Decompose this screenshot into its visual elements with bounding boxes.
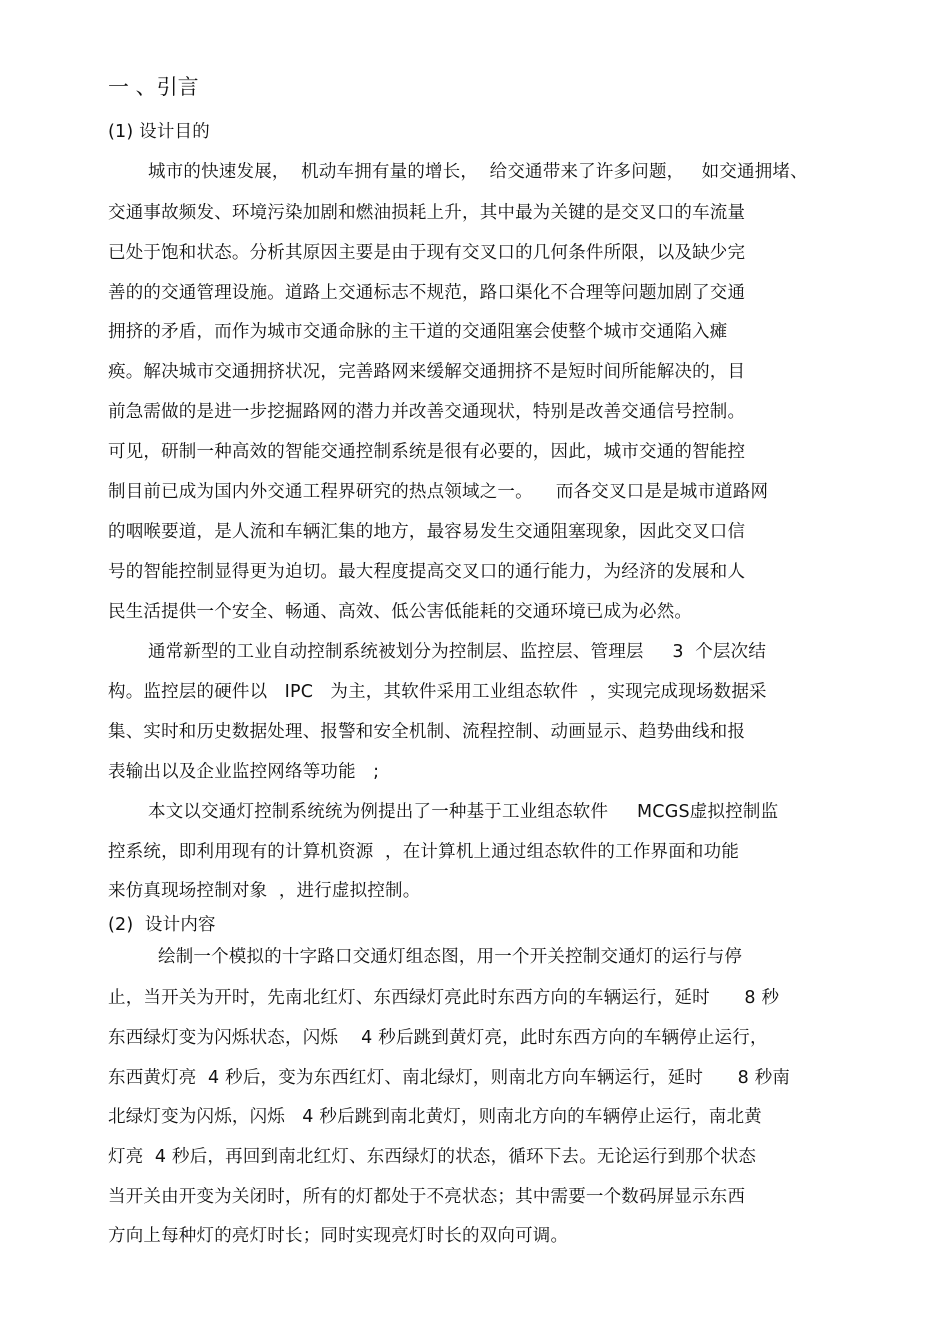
para4-line: 灯亮 4 秒后，再回到南北红灯、东西绿灯的状态，循环下去。无论运行到那个状态 xyxy=(108,1147,757,1167)
para4-line: 北绿灯变为闪烁，闪烁 4 秒后跳到南北黄灯，则南北方向的车辆停止运行，南北黄 xyxy=(108,1107,762,1127)
para1-line: 可见，研制一种高效的智能交通控制系统是很有必要的，因此，城市交通的智能控 xyxy=(108,442,746,462)
para1-line: 城市的快速发展， 机动车拥有量的增长， 给交通带来了许多问题， 如交通拥堵、 xyxy=(148,162,808,182)
para1-line: 痪。解决城市交通拥挤状况，完善路网来缓解交通拥挤不是短时间所能解决的，目 xyxy=(108,362,746,382)
para1-line: 号的智能控制显得更为迫切。最大程度提高交叉口的通行能力，为经济的发展和人 xyxy=(108,562,746,582)
para4-line: 绘制一个模拟的十字路口交通灯组态图，用一个开关控制交通灯的运行与停 xyxy=(158,947,743,967)
para3-line: 本文以交通灯控制系统统为例提出了一种基于工业组态软件 MCGS虚拟控制监 xyxy=(148,802,779,822)
para1-line: 的咽喉要道，是人流和车辆汇集的地方，最容易发生交通阻塞现象，因此交叉口信 xyxy=(108,522,746,542)
para4-line: 止，当开关为开时，先南北红灯、东西绿灯亮此时东西方向的车辆运行，延时 8 秒 xyxy=(108,988,780,1008)
subsection-title-content: (2) 设计内容 xyxy=(108,915,216,935)
section-heading: 一 、引言 xyxy=(108,75,199,99)
para3-line: 来仿真现场控制对象 ，进行虚拟控制。 xyxy=(108,881,421,901)
para1-line: 已处于饱和状态。分析其原因主要是由于现有交叉口的几何条件所限，以及缺少完 xyxy=(108,243,746,263)
para1-line: 前急需做的是进一步挖掘路网的潜力并改善交通现状，特别是改善交通信号控制。 xyxy=(108,402,746,422)
subsection-title-purpose: (1) 设计目的 xyxy=(108,122,210,142)
para2-line: 通常新型的工业自动控制系统被划分为控制层、监控层、管理层 3 个层次结 xyxy=(148,642,767,662)
para4-line: 东西黄灯亮 4 秒后，变为东西红灯、南北绿灯，则南北方向车辆运行，延时 8 秒南 xyxy=(108,1068,791,1088)
para1-line: 交通事故频发、环境污染加剧和燃油损耗上升，其中最为关键的是交叉口的车流量 xyxy=(108,203,746,223)
para4-line: 东西绿灯变为闪烁状态，闪烁 4 秒后跳到黄灯亮，此时东西方向的车辆停止运行， xyxy=(108,1028,768,1048)
para4-line: 方向上每种灯的亮灯时长；同时实现亮灯时长的双向可调。 xyxy=(108,1226,569,1246)
para1-line: 善的的交通管理设施。道路上交通标志不规范，路口渠化不合理等问题加剧了交通 xyxy=(108,283,746,303)
para1-line: 拥挤的矛盾，而作为城市交通命脉的主干道的交通阻塞会使整个城市交通陷入瘫 xyxy=(108,322,728,342)
para2-line: 集、实时和历史数据处理、报警和安全机制、流程控制、动画显示、趋势曲线和报 xyxy=(108,722,746,742)
para2-line: 构。监控层的硬件以 IPC 为主，其软件采用工业组态软件 ，实现完成现场数据采 xyxy=(108,682,767,702)
para3-line: 控系统，即利用现有的计算机资源 ，在计算机上通过组态软件的工作界面和功能 xyxy=(108,842,740,862)
para2-line: 表输出以及企业监控网络等功能 ; xyxy=(108,762,380,782)
para1-line: 制目前已成为国内外交通工程界研究的热点领域之一。 而各交叉口是是城市道路网 xyxy=(108,482,769,502)
para4-line: 当开关由开变为关闭时，所有的灯都处于不亮状态；其中需要一个数码屏显示东西 xyxy=(108,1187,746,1207)
para1-line: 民生活提供一个安全、畅通、高效、低公害低能耗的交通环境已成为必然。 xyxy=(108,602,693,622)
